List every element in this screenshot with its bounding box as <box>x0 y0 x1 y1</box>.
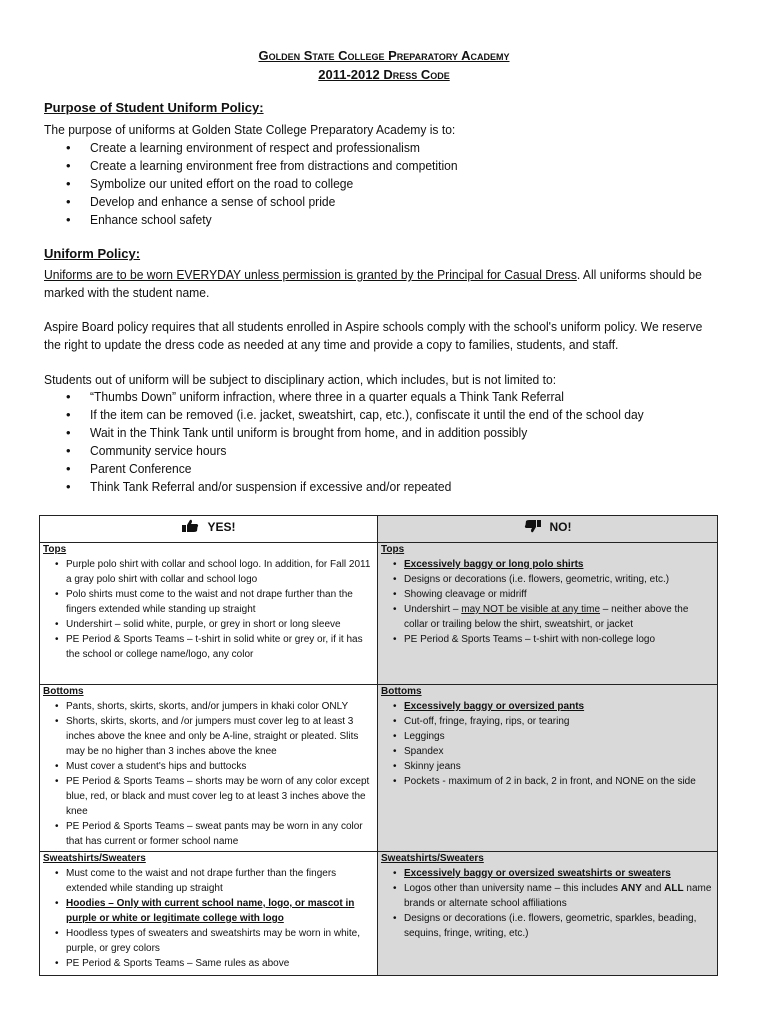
list-item: • Skinny jeans <box>382 759 713 774</box>
list-item: • Hoodless types of sweaters and sweatshirts may be worn in white, purple, or grey colors <box>44 926 373 956</box>
list-item-text: Hoodies – Only with current school name, logo, or mascot in purple or white or legitimate college with logo <box>66 898 355 924</box>
purpose-intro <box>44 121 734 139</box>
thumbs-down-icon <box>524 519 542 537</box>
policy-p1-line1 <box>44 266 702 284</box>
list-item-text: and <box>641 883 665 894</box>
list-item: • Designs or decorations (i.e. flowers, geometric, sparkles, beading, sequins, fringe, writing, etc.) <box>382 911 713 941</box>
list-item: • Pockets - maximum of 2 in back, 2 in front, and NONE on the side <box>382 774 713 789</box>
yes-header-label: YES! <box>207 520 236 535</box>
no-sweatshirts-list <box>382 866 713 941</box>
list-item-text: Symbolize our united effort on the road to college <box>90 176 354 191</box>
policy-heading: Uniform Policy: <box>44 246 141 261</box>
no-bottoms-cell <box>378 685 718 852</box>
list-item-text: Logos other than university name – this includes <box>404 883 621 894</box>
list-item: • PE Period & Sports Teams – Same rules as above <box>44 956 373 971</box>
table-row <box>40 543 718 685</box>
list-item: • Purple polo shirt with collar and school logo. In addition, for Fall 2011 a gray polo shirt with collar and school logo <box>44 557 373 587</box>
purpose-heading: Purpose of Student Uniform Policy: <box>44 100 264 115</box>
list-item: • Undershirt – solid white, purple, or grey in short or long sleeve <box>44 617 373 632</box>
policy-p1-line2: marked with the student name. <box>44 285 210 300</box>
policy-p1-underlined: Uniforms are to be worn EVERYDAY unless permission is granted by the Principal for Casual Dress <box>44 267 577 282</box>
list-item: • Pants, shorts, skirts, skorts, and/or jumpers in khaki color ONLY <box>44 699 373 714</box>
list-item: • Leggings <box>382 729 713 744</box>
list-item: • Showing cleavage or midriff <box>382 587 713 602</box>
list-item <box>44 157 485 175</box>
list-item: • PE Period & Sports Teams – t-shirt in solid white or grey or, if it has the school or college name/logo, any color <box>44 632 373 662</box>
thumbs-up-icon <box>181 519 199 537</box>
yes-tops-cell <box>40 543 378 685</box>
purpose-intro-text: The purpose of uniforms at Golden State College Preparatory Academy is to: <box>44 122 456 137</box>
list-item <box>44 460 685 478</box>
list-item <box>382 602 713 632</box>
list-item: • Shorts, skirts, skorts, and /or jumpers must cover leg to at least 3 inches above the knee and only be A-line, straight or pleated. Slits may be no higher than 3 inches above the knee <box>44 714 373 759</box>
section-label: Sweatshirts/Sweaters <box>43 853 146 864</box>
list-item: • Must come to the waist and not drape further than the fingers extended while standing up straight <box>44 866 373 896</box>
list-item <box>44 193 485 211</box>
list-item-text: Create a learning environment of respect and professionalism <box>90 140 420 155</box>
purpose-list <box>44 139 485 229</box>
section-label: Tops <box>43 544 67 555</box>
list-item <box>44 896 373 926</box>
list-item-text: “Thumbs Down” uniform infraction, where three in a quarter equals a Think Tank Referral <box>90 389 564 404</box>
yes-sweatshirts-cell <box>40 852 378 976</box>
table-row <box>40 852 718 976</box>
list-item-text: Excessively baggy or long polo shirts <box>404 559 584 570</box>
list-item-text: Excessively baggy or oversized sweatshirts or sweaters <box>404 868 671 879</box>
list-item: • PE Period & Sports Teams – t-shirt with non-college logo <box>382 632 713 647</box>
list-item-underlined: may NOT be visible at any time <box>461 604 601 615</box>
list-item-text: If the item can be removed (i.e. jacket, sweatshirt, cap, etc.), confiscate it until the end of the school day <box>90 407 644 422</box>
list-item <box>44 406 685 424</box>
yes-header-cell <box>40 516 378 543</box>
no-header-label: NO! <box>549 520 572 535</box>
list-item <box>44 424 685 442</box>
list-item <box>44 442 685 460</box>
document-title: Golden State College Preparatory Academy <box>258 48 510 63</box>
table-header-row <box>40 516 718 543</box>
yes-sweatshirts-list <box>44 866 373 971</box>
list-item: • Designs or decorations (i.e. flowers, geometric, writing, etc.) <box>382 572 713 587</box>
list-item-text: Enhance school safety <box>90 212 212 227</box>
section-label: Tops <box>381 544 405 555</box>
list-item: • Polo shirts must come to the waist and not drape further than the fingers extended while standing up straight <box>44 587 373 617</box>
list-item: • Cut-off, fringe, fraying, rips, or tearing <box>382 714 713 729</box>
yes-bottoms-cell <box>40 685 378 852</box>
list-item-text: Community service hours <box>90 443 227 458</box>
no-header-cell <box>378 516 718 543</box>
list-item-bold: ALL <box>664 883 684 894</box>
list-item-text: – neither above the collar or trailing below the shirt, sweatshirt, or jacket <box>404 604 689 630</box>
policy-paragraph-3 <box>44 371 734 389</box>
section-label: Bottoms <box>43 686 84 697</box>
list-item <box>44 139 485 157</box>
section-label: Sweatshirts/Sweaters <box>381 853 484 864</box>
policy-paragraph-1 <box>44 266 734 302</box>
policy-p1-rest: . All uniforms should be <box>576 267 702 282</box>
policy-p3-text: Students out of uniform will be subject to disciplinary action, which includes, but is not limited to: <box>44 372 557 387</box>
list-item: • PE Period & Sports Teams – shorts may be worn of any color except blue, red, or black and must cover leg to at least 3 inches above the knee <box>44 774 373 819</box>
list-item <box>44 175 485 193</box>
list-item-text: Think Tank Referral and/or suspension if excessive and/or repeated <box>90 479 452 494</box>
list-item <box>382 699 713 714</box>
policy-paragraph-2 <box>44 318 734 354</box>
list-item-text: Undershirt – <box>404 604 462 615</box>
policy-p2-line2: the right to update the dress code as needed at any time and provide a copy to families, students, and staff. <box>44 337 619 352</box>
list-item <box>44 478 685 496</box>
discipline-list <box>44 388 685 496</box>
list-item <box>44 211 485 229</box>
list-item: • PE Period & Sports Teams – sweat pants may be worn in any color that has current or former school name <box>44 819 373 849</box>
list-item-text: name brands or alternate school affiliations <box>404 883 712 909</box>
no-sweatshirts-cell <box>378 852 718 976</box>
document-subtitle: 2011-2012 Dress Code <box>318 67 450 82</box>
list-item: • Spandex <box>382 744 713 759</box>
list-item <box>382 557 713 572</box>
list-item <box>382 866 713 881</box>
section-label: Bottoms <box>381 686 422 697</box>
list-item-text: Wait in the Think Tank until uniform is brought from home, and in addition possibly <box>90 425 528 440</box>
list-item-bold: ANY <box>620 883 642 894</box>
yes-tops-list <box>44 557 373 662</box>
list-item-text: Develop and enhance a sense of school pride <box>90 194 336 209</box>
no-tops-list <box>382 557 713 647</box>
list-item: • Must cover a student's hips and buttocks <box>44 759 373 774</box>
no-tops-cell <box>378 543 718 685</box>
list-item <box>382 881 713 911</box>
table-row <box>40 685 718 852</box>
list-item-text: Excessively baggy or oversized pants <box>404 701 585 712</box>
list-item-text: Create a learning environment free from distractions and competition <box>90 158 458 173</box>
no-bottoms-list <box>382 699 713 789</box>
list-item-text: Parent Conference <box>90 461 192 476</box>
yes-bottoms-list <box>44 699 373 849</box>
policy-p2-line1: Aspire Board policy requires that all students enrolled in Aspire schools comply with the school's uniform policy. We reserve <box>44 319 703 334</box>
list-item <box>44 388 685 406</box>
dress-code-table <box>39 515 718 976</box>
